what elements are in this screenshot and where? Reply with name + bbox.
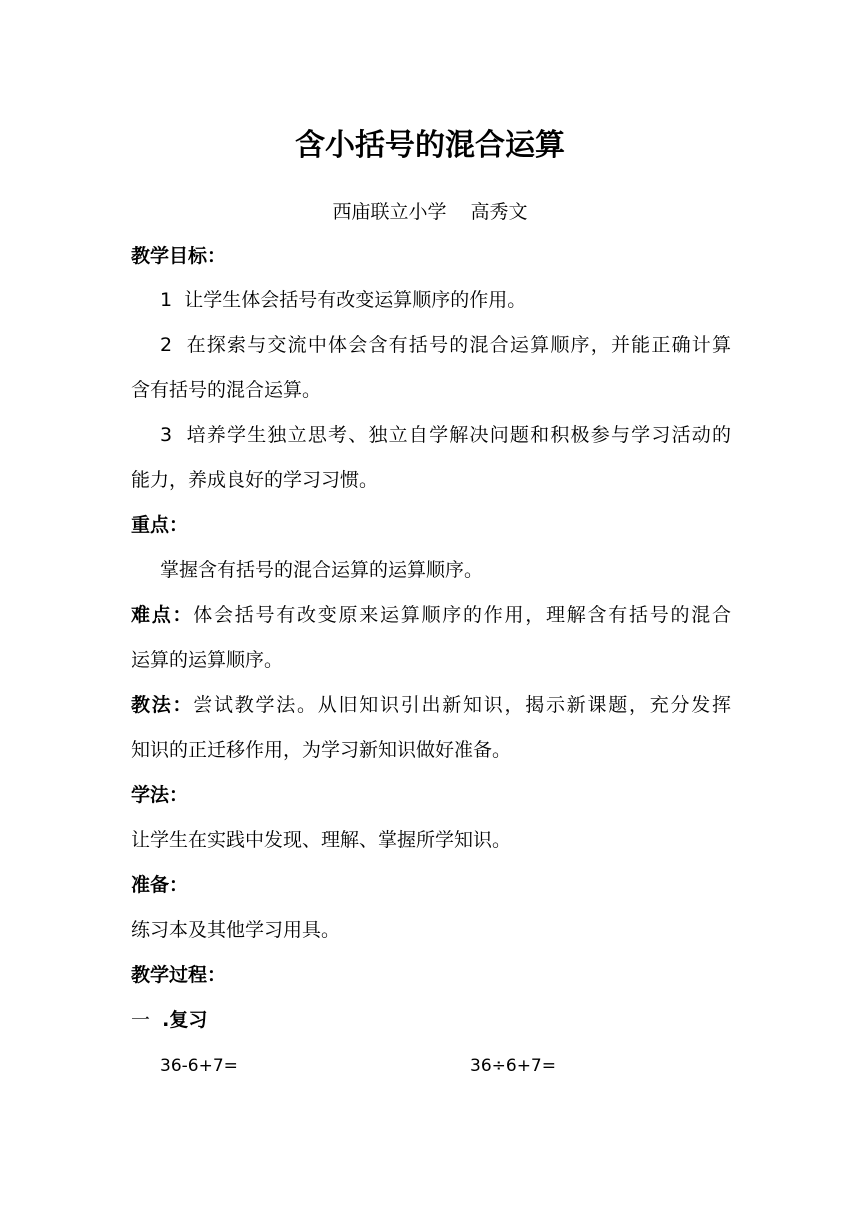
difficulty-heading: 难点：: [131, 604, 194, 626]
objective-1-text: 让学生体会括号有改变运算顺序的作用。: [184, 289, 527, 311]
section-1-number: 一: [131, 1009, 151, 1031]
key-point-text: 掌握含有括号的混合运算的运算顺序。: [160, 559, 484, 581]
teaching-method-line1: [131, 691, 731, 719]
exercise-1: 36-6+7=: [160, 1056, 238, 1076]
objective-1-number: 1: [160, 289, 173, 311]
key-point-heading: 重点：: [131, 514, 189, 536]
section-1-title: .复习: [162, 1009, 208, 1031]
objective-3-number: 3: [160, 424, 173, 446]
author-name: 高秀文: [470, 201, 528, 223]
process-heading: 教学过程：: [131, 964, 227, 986]
preparation-heading: 准备：: [131, 874, 189, 896]
teaching-method-heading: 教法：: [131, 694, 194, 716]
objective-2-text: 在探索与交流中体会含有括号的混合运算顺序，并能正确计算: [186, 334, 731, 356]
teaching-method-text: 尝试教学法。从旧知识引出新知识，揭示新课题，充分发挥: [193, 694, 731, 716]
objective-3-line1: [160, 421, 731, 449]
learning-method-heading: 学法：: [131, 784, 189, 806]
objective-2-line1: [160, 331, 731, 359]
preparation-text: 练习本及其他学习用具。: [131, 919, 341, 941]
objective-1: [160, 286, 760, 314]
objective-2-number: 2: [160, 334, 173, 356]
section-review-heading: [131, 1006, 731, 1034]
difficulty-text: 体会括号有改变原来运算顺序的作用，理解含有括号的混合: [193, 604, 731, 626]
teaching-method-line2: 知识的正迁移作用，为学习新知识做好准备。: [131, 739, 512, 761]
objective-2-line2: 含有括号的混合运算。: [131, 379, 322, 401]
learning-method-text: 让学生在实践中发现、理解、掌握所学知识。: [131, 829, 512, 851]
objectives-heading: 教学目标：: [131, 245, 227, 267]
objective-3-line2: 能力，养成良好的学习习惯。: [131, 469, 379, 491]
exercise-2: 36÷6+7=: [470, 1056, 556, 1076]
difficulty-line2: 运算的运算顺序。: [131, 649, 284, 671]
author-school: 西庙联立小学: [332, 201, 447, 223]
objective-3-text: 培养学生独立思考、独立自学解决问题和积极参与学习活动的: [186, 424, 731, 446]
author-line: [0, 198, 860, 226]
difficulty-line1: [131, 601, 731, 629]
page-title: 含小括号的混合运算: [295, 128, 565, 163]
